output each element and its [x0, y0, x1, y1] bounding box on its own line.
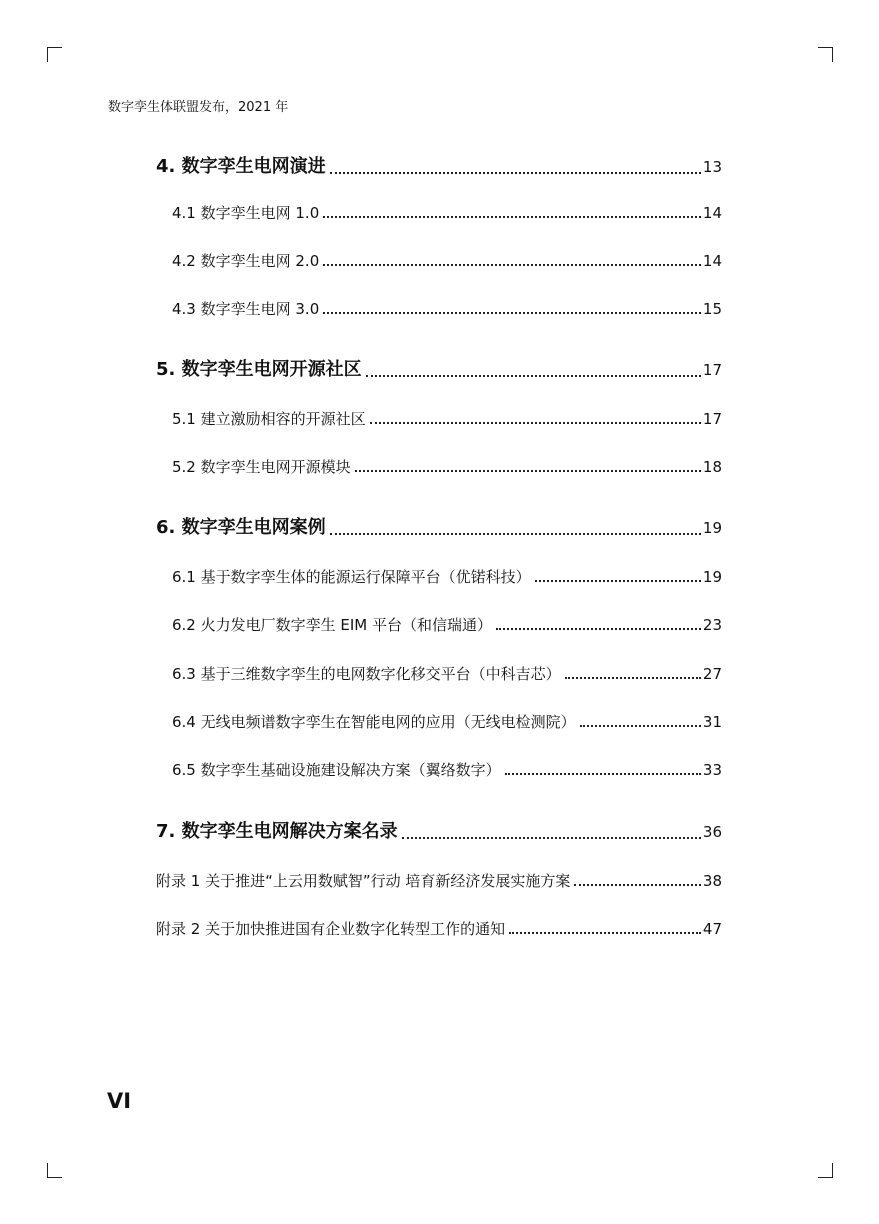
toc-entry-title: 5.1 建立激励相容的开源社区	[172, 410, 366, 428]
dot-leader	[323, 311, 701, 314]
toc-entry-page: 14	[702, 252, 722, 270]
toc-entry-6-4[interactable]	[172, 712, 722, 732]
toc-entry-title: 附录 2 关于加快推进国有企业数字化转型工作的通知	[156, 920, 506, 938]
dot-leader	[355, 469, 701, 472]
toc-entry-title: 5. 数字孪生电网开源社区	[156, 359, 362, 380]
dot-leader	[330, 171, 701, 174]
toc-entry-5-2[interactable]	[172, 457, 722, 477]
toc-entry-page: 23	[702, 616, 722, 634]
crop-mark-bottom-left	[47, 1163, 62, 1178]
dot-leader	[496, 627, 701, 630]
toc-entry-page: 18	[702, 458, 722, 476]
toc-entry-title: 4. 数字孪生电网演进	[156, 156, 326, 177]
toc-entry-4-2[interactable]	[172, 251, 722, 271]
toc-entry-6-2[interactable]	[172, 615, 722, 635]
toc-entry-title: 6.3 基于三维数字孪生的电网数字化移交平台（中科吉芯）	[172, 665, 561, 683]
toc-entry-appendix-2[interactable]	[156, 919, 722, 939]
toc-entry-page: 47	[702, 920, 722, 938]
toc-entry-page: 33	[702, 761, 722, 779]
toc-entry-chapter-5[interactable]	[156, 358, 722, 382]
toc-entry-title: 6.2 火力发电厂数字孪生 EIM 平台（和信瑞通）	[172, 616, 493, 634]
toc-entry-page: 14	[702, 204, 722, 222]
toc-entry-page: 38	[702, 872, 722, 890]
toc-entry-title: 5.2 数字孪生电网开源模块	[172, 458, 351, 476]
dot-leader	[370, 421, 701, 424]
toc-entry-page: 19	[702, 519, 722, 537]
toc-entry-page: 19	[702, 568, 722, 586]
toc-entry-page: 15	[702, 300, 722, 318]
toc-entry-title: 6.5 数字孪生基础设施建设解决方案（翼络数字）	[172, 761, 501, 779]
toc-entry-title: 4.1 数字孪生电网 1.0	[172, 204, 320, 222]
toc-entry-title: 6. 数字孪生电网案例	[156, 517, 326, 538]
toc-entry-page: 17	[702, 410, 722, 428]
toc-entry-title: 7. 数字孪生电网解决方案名录	[156, 821, 398, 842]
dot-leader	[323, 215, 701, 218]
running-header: 数字孪生体联盟发布，2021 年	[108, 100, 289, 115]
toc-entry-page: 31	[702, 713, 722, 731]
toc-entry-4-1[interactable]	[172, 203, 722, 223]
toc-entry-title: 6.4 无线电频谱数字孪生在智能电网的应用（无线电检测院）	[172, 713, 576, 731]
toc-entry-page: 13	[702, 158, 722, 176]
dot-leader	[366, 374, 701, 377]
toc-entry-6-1[interactable]	[172, 567, 722, 587]
crop-mark-bottom-right	[818, 1163, 833, 1178]
dot-leader	[580, 724, 701, 727]
toc-entry-page: 27	[702, 665, 722, 683]
dot-leader	[505, 772, 701, 775]
toc-entry-5-1[interactable]	[172, 409, 722, 429]
dot-leader	[323, 263, 701, 266]
toc-entry-title: 4.2 数字孪生电网 2.0	[172, 252, 320, 270]
toc-entry-6-3[interactable]	[172, 664, 722, 684]
dot-leader	[330, 532, 701, 535]
toc-entry-appendix-1[interactable]	[156, 871, 722, 891]
toc-entry-chapter-4[interactable]	[156, 155, 722, 179]
dot-leader	[535, 579, 701, 582]
toc-entry-page: 36	[702, 823, 722, 841]
dot-leader	[574, 883, 701, 886]
dot-leader	[565, 676, 701, 679]
toc-entry-6-5[interactable]	[172, 760, 722, 780]
toc-entry-chapter-7[interactable]	[156, 820, 722, 844]
dot-leader	[509, 931, 701, 934]
toc-entry-4-3[interactable]	[172, 299, 722, 319]
toc-entry-chapter-6[interactable]	[156, 516, 722, 540]
toc-entry-page: 17	[702, 361, 722, 379]
dot-leader	[402, 836, 701, 839]
crop-mark-top-left	[47, 47, 62, 62]
toc-entry-title: 6.1 基于数字孪生体的能源运行保障平台（优锘科技）	[172, 568, 531, 586]
toc-entry-title: 附录 1 关于推进“上云用数赋智”行动 培育新经济发展实施方案	[156, 872, 571, 890]
page-number: VI	[107, 1089, 132, 1113]
crop-mark-top-right	[818, 47, 833, 62]
toc-entry-title: 4.3 数字孪生电网 3.0	[172, 300, 320, 318]
